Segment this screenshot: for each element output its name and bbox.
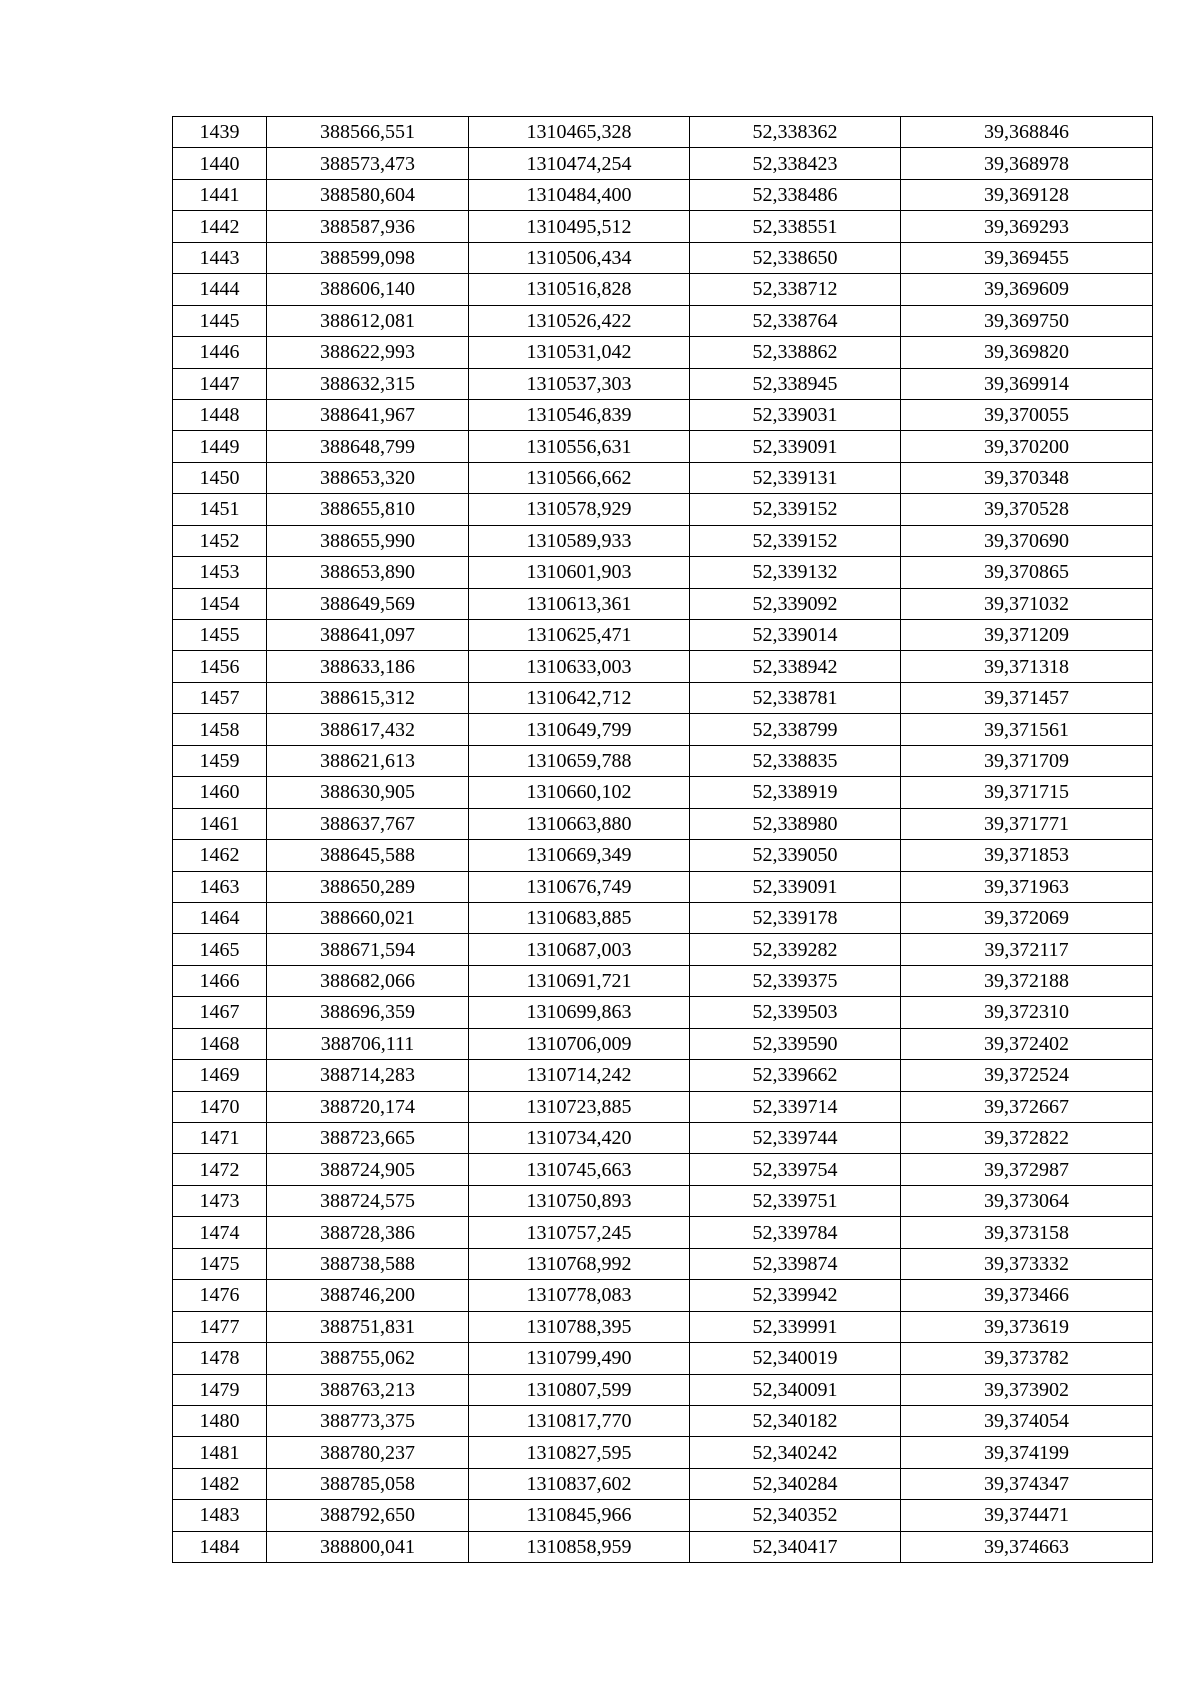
longitude-cell: 39,370528 [901, 494, 1153, 525]
y-coordinate-cell: 1310516,828 [469, 274, 690, 305]
longitude-cell: 39,371709 [901, 745, 1153, 776]
y-coordinate-cell: 1310484,400 [469, 179, 690, 210]
table-row [173, 871, 1153, 902]
point-number-cell: 1484 [173, 1531, 267, 1562]
coordinates-table [172, 116, 1153, 1563]
x-coordinate-cell: 388612,081 [267, 305, 469, 336]
y-coordinate-cell: 1310537,303 [469, 368, 690, 399]
point-number-cell: 1468 [173, 1028, 267, 1059]
point-number-cell: 1475 [173, 1248, 267, 1279]
table-row [173, 337, 1153, 368]
table-row [173, 462, 1153, 493]
x-coordinate-cell: 388641,097 [267, 620, 469, 651]
x-coordinate-cell: 388724,905 [267, 1154, 469, 1185]
longitude-cell: 39,374347 [901, 1468, 1153, 1499]
x-coordinate-cell: 388720,174 [267, 1091, 469, 1122]
longitude-cell: 39,373158 [901, 1217, 1153, 1248]
point-number-cell: 1456 [173, 651, 267, 682]
longitude-cell: 39,373902 [901, 1374, 1153, 1405]
point-number-cell: 1444 [173, 274, 267, 305]
point-number-cell: 1473 [173, 1185, 267, 1216]
latitude-cell: 52,338781 [690, 682, 901, 713]
table-row [173, 965, 1153, 996]
latitude-cell: 52,339874 [690, 1248, 901, 1279]
point-number-cell: 1477 [173, 1311, 267, 1342]
table-row [173, 1437, 1153, 1468]
latitude-cell: 52,340091 [690, 1374, 901, 1405]
longitude-cell: 39,371715 [901, 777, 1153, 808]
latitude-cell: 52,339503 [690, 997, 901, 1028]
table-row [173, 714, 1153, 745]
x-coordinate-cell: 388617,432 [267, 714, 469, 745]
x-coordinate-cell: 388714,283 [267, 1060, 469, 1091]
longitude-cell: 39,370055 [901, 399, 1153, 430]
point-number-cell: 1442 [173, 211, 267, 242]
y-coordinate-cell: 1310723,885 [469, 1091, 690, 1122]
y-coordinate-cell: 1310683,885 [469, 902, 690, 933]
x-coordinate-cell: 388724,575 [267, 1185, 469, 1216]
y-coordinate-cell: 1310757,245 [469, 1217, 690, 1248]
y-coordinate-cell: 1310633,003 [469, 651, 690, 682]
y-coordinate-cell: 1310714,242 [469, 1060, 690, 1091]
y-coordinate-cell: 1310556,631 [469, 431, 690, 462]
table-row [173, 651, 1153, 682]
point-number-cell: 1440 [173, 148, 267, 179]
x-coordinate-cell: 388696,359 [267, 997, 469, 1028]
latitude-cell: 52,338835 [690, 745, 901, 776]
y-coordinate-cell: 1310526,422 [469, 305, 690, 336]
y-coordinate-cell: 1310817,770 [469, 1405, 690, 1436]
x-coordinate-cell: 388706,111 [267, 1028, 469, 1059]
latitude-cell: 52,339991 [690, 1311, 901, 1342]
x-coordinate-cell: 388580,604 [267, 179, 469, 210]
latitude-cell: 52,339662 [690, 1060, 901, 1091]
table-row [173, 1531, 1153, 1562]
point-number-cell: 1446 [173, 337, 267, 368]
x-coordinate-cell: 388573,473 [267, 148, 469, 179]
point-number-cell: 1467 [173, 997, 267, 1028]
point-number-cell: 1453 [173, 557, 267, 588]
latitude-cell: 52,339590 [690, 1028, 901, 1059]
point-number-cell: 1470 [173, 1091, 267, 1122]
point-number-cell: 1481 [173, 1437, 267, 1468]
point-number-cell: 1448 [173, 399, 267, 430]
longitude-cell: 39,369293 [901, 211, 1153, 242]
point-number-cell: 1469 [173, 1060, 267, 1091]
x-coordinate-cell: 388660,021 [267, 902, 469, 933]
latitude-cell: 52,338551 [690, 211, 901, 242]
longitude-cell: 39,369455 [901, 242, 1153, 273]
table-row [173, 211, 1153, 242]
x-coordinate-cell: 388566,551 [267, 117, 469, 148]
x-coordinate-cell: 388641,967 [267, 399, 469, 430]
table-row [173, 1091, 1153, 1122]
latitude-cell: 52,339178 [690, 902, 901, 933]
point-number-cell: 1454 [173, 588, 267, 619]
table-row [173, 745, 1153, 776]
latitude-cell: 52,339132 [690, 557, 901, 588]
longitude-cell: 39,374199 [901, 1437, 1153, 1468]
latitude-cell: 52,338712 [690, 274, 901, 305]
y-coordinate-cell: 1310474,254 [469, 148, 690, 179]
x-coordinate-cell: 388653,890 [267, 557, 469, 588]
x-coordinate-cell: 388649,569 [267, 588, 469, 619]
y-coordinate-cell: 1310566,662 [469, 462, 690, 493]
longitude-cell: 39,372310 [901, 997, 1153, 1028]
y-coordinate-cell: 1310858,959 [469, 1531, 690, 1562]
point-number-cell: 1441 [173, 179, 267, 210]
y-coordinate-cell: 1310669,349 [469, 840, 690, 871]
table-row [173, 934, 1153, 965]
point-number-cell: 1450 [173, 462, 267, 493]
table-row [173, 1154, 1153, 1185]
point-number-cell: 1471 [173, 1123, 267, 1154]
table-row [173, 179, 1153, 210]
point-number-cell: 1460 [173, 777, 267, 808]
latitude-cell: 52,339152 [690, 525, 901, 556]
y-coordinate-cell: 1310687,003 [469, 934, 690, 965]
point-number-cell: 1476 [173, 1280, 267, 1311]
latitude-cell: 52,339091 [690, 431, 901, 462]
x-coordinate-cell: 388773,375 [267, 1405, 469, 1436]
x-coordinate-cell: 388655,990 [267, 525, 469, 556]
latitude-cell: 52,339152 [690, 494, 901, 525]
table-row [173, 525, 1153, 556]
table-row [173, 1185, 1153, 1216]
x-coordinate-cell: 388655,810 [267, 494, 469, 525]
point-number-cell: 1483 [173, 1500, 267, 1531]
latitude-cell: 52,338799 [690, 714, 901, 745]
latitude-cell: 52,339014 [690, 620, 901, 651]
x-coordinate-cell: 388615,312 [267, 682, 469, 713]
point-number-cell: 1445 [173, 305, 267, 336]
point-number-cell: 1462 [173, 840, 267, 871]
table-row [173, 777, 1153, 808]
x-coordinate-cell: 388780,237 [267, 1437, 469, 1468]
y-coordinate-cell: 1310531,042 [469, 337, 690, 368]
y-coordinate-cell: 1310495,512 [469, 211, 690, 242]
longitude-cell: 39,373064 [901, 1185, 1153, 1216]
table-row [173, 682, 1153, 713]
x-coordinate-cell: 388587,936 [267, 211, 469, 242]
table-row [173, 808, 1153, 839]
table-row [173, 620, 1153, 651]
latitude-cell: 52,339375 [690, 965, 901, 996]
y-coordinate-cell: 1310601,903 [469, 557, 690, 588]
y-coordinate-cell: 1310778,083 [469, 1280, 690, 1311]
y-coordinate-cell: 1310659,788 [469, 745, 690, 776]
longitude-cell: 39,369820 [901, 337, 1153, 368]
y-coordinate-cell: 1310827,595 [469, 1437, 690, 1468]
longitude-cell: 39,371209 [901, 620, 1153, 651]
latitude-cell: 52,339282 [690, 934, 901, 965]
table-row [173, 1500, 1153, 1531]
y-coordinate-cell: 1310745,663 [469, 1154, 690, 1185]
longitude-cell: 39,368846 [901, 117, 1153, 148]
latitude-cell: 52,339031 [690, 399, 901, 430]
latitude-cell: 52,338945 [690, 368, 901, 399]
table-row [173, 368, 1153, 399]
latitude-cell: 52,338764 [690, 305, 901, 336]
longitude-cell: 39,369750 [901, 305, 1153, 336]
point-number-cell: 1458 [173, 714, 267, 745]
x-coordinate-cell: 388751,831 [267, 1311, 469, 1342]
point-number-cell: 1449 [173, 431, 267, 462]
longitude-cell: 39,371032 [901, 588, 1153, 619]
longitude-cell: 39,372188 [901, 965, 1153, 996]
latitude-cell: 52,339942 [690, 1280, 901, 1311]
point-number-cell: 1472 [173, 1154, 267, 1185]
latitude-cell: 52,339091 [690, 871, 901, 902]
table-row [173, 902, 1153, 933]
y-coordinate-cell: 1310613,361 [469, 588, 690, 619]
table-row [173, 1123, 1153, 1154]
y-coordinate-cell: 1310788,395 [469, 1311, 690, 1342]
y-coordinate-cell: 1310642,712 [469, 682, 690, 713]
x-coordinate-cell: 388738,588 [267, 1248, 469, 1279]
y-coordinate-cell: 1310506,434 [469, 242, 690, 273]
table-row [173, 1343, 1153, 1374]
longitude-cell: 39,368978 [901, 148, 1153, 179]
x-coordinate-cell: 388746,200 [267, 1280, 469, 1311]
point-number-cell: 1447 [173, 368, 267, 399]
x-coordinate-cell: 388800,041 [267, 1531, 469, 1562]
x-coordinate-cell: 388682,066 [267, 965, 469, 996]
longitude-cell: 39,371457 [901, 682, 1153, 713]
x-coordinate-cell: 388622,993 [267, 337, 469, 368]
point-number-cell: 1452 [173, 525, 267, 556]
latitude-cell: 52,340182 [690, 1405, 901, 1436]
x-coordinate-cell: 388723,665 [267, 1123, 469, 1154]
point-number-cell: 1465 [173, 934, 267, 965]
table-row [173, 242, 1153, 273]
longitude-cell: 39,372069 [901, 902, 1153, 933]
longitude-cell: 39,371963 [901, 871, 1153, 902]
longitude-cell: 39,374471 [901, 1500, 1153, 1531]
longitude-cell: 39,373466 [901, 1280, 1153, 1311]
latitude-cell: 52,340417 [690, 1531, 901, 1562]
x-coordinate-cell: 388653,320 [267, 462, 469, 493]
latitude-cell: 52,338362 [690, 117, 901, 148]
point-number-cell: 1480 [173, 1405, 267, 1436]
y-coordinate-cell: 1310750,893 [469, 1185, 690, 1216]
latitude-cell: 52,339092 [690, 588, 901, 619]
y-coordinate-cell: 1310663,880 [469, 808, 690, 839]
table-row [173, 1468, 1153, 1499]
table-row [173, 1280, 1153, 1311]
longitude-cell: 39,370690 [901, 525, 1153, 556]
point-number-cell: 1459 [173, 745, 267, 776]
y-coordinate-cell: 1310807,599 [469, 1374, 690, 1405]
table-row [173, 1028, 1153, 1059]
point-number-cell: 1457 [173, 682, 267, 713]
latitude-cell: 52,338942 [690, 651, 901, 682]
point-number-cell: 1479 [173, 1374, 267, 1405]
longitude-cell: 39,371561 [901, 714, 1153, 745]
longitude-cell: 39,369609 [901, 274, 1153, 305]
x-coordinate-cell: 388755,062 [267, 1343, 469, 1374]
x-coordinate-cell: 388785,058 [267, 1468, 469, 1499]
latitude-cell: 52,339744 [690, 1123, 901, 1154]
longitude-cell: 39,371318 [901, 651, 1153, 682]
latitude-cell: 52,338650 [690, 242, 901, 273]
longitude-cell: 39,369914 [901, 368, 1153, 399]
table-row [173, 1405, 1153, 1436]
x-coordinate-cell: 388792,650 [267, 1500, 469, 1531]
point-number-cell: 1466 [173, 965, 267, 996]
point-number-cell: 1461 [173, 808, 267, 839]
longitude-cell: 39,369128 [901, 179, 1153, 210]
table-row [173, 431, 1153, 462]
latitude-cell: 52,340019 [690, 1343, 901, 1374]
x-coordinate-cell: 388671,594 [267, 934, 469, 965]
table-row [173, 557, 1153, 588]
y-coordinate-cell: 1310799,490 [469, 1343, 690, 1374]
x-coordinate-cell: 388763,213 [267, 1374, 469, 1405]
latitude-cell: 52,339754 [690, 1154, 901, 1185]
table-row [173, 305, 1153, 336]
x-coordinate-cell: 388728,386 [267, 1217, 469, 1248]
point-number-cell: 1451 [173, 494, 267, 525]
x-coordinate-cell: 388650,289 [267, 871, 469, 902]
y-coordinate-cell: 1310625,471 [469, 620, 690, 651]
longitude-cell: 39,370865 [901, 557, 1153, 588]
longitude-cell: 39,372987 [901, 1154, 1153, 1185]
y-coordinate-cell: 1310706,009 [469, 1028, 690, 1059]
latitude-cell: 52,338862 [690, 337, 901, 368]
table-row [173, 1060, 1153, 1091]
point-number-cell: 1464 [173, 902, 267, 933]
y-coordinate-cell: 1310768,992 [469, 1248, 690, 1279]
latitude-cell: 52,339131 [690, 462, 901, 493]
latitude-cell: 52,338423 [690, 148, 901, 179]
table-row [173, 997, 1153, 1028]
longitude-cell: 39,372117 [901, 934, 1153, 965]
latitude-cell: 52,339751 [690, 1185, 901, 1216]
x-coordinate-cell: 388621,613 [267, 745, 469, 776]
latitude-cell: 52,340242 [690, 1437, 901, 1468]
x-coordinate-cell: 388633,186 [267, 651, 469, 682]
latitude-cell: 52,338486 [690, 179, 901, 210]
y-coordinate-cell: 1310837,602 [469, 1468, 690, 1499]
x-coordinate-cell: 388645,588 [267, 840, 469, 871]
x-coordinate-cell: 388606,140 [267, 274, 469, 305]
y-coordinate-cell: 1310465,328 [469, 117, 690, 148]
table-row [173, 148, 1153, 179]
x-coordinate-cell: 388648,799 [267, 431, 469, 462]
longitude-cell: 39,371771 [901, 808, 1153, 839]
y-coordinate-cell: 1310660,102 [469, 777, 690, 808]
x-coordinate-cell: 388632,315 [267, 368, 469, 399]
longitude-cell: 39,372402 [901, 1028, 1153, 1059]
x-coordinate-cell: 388637,767 [267, 808, 469, 839]
table-row [173, 274, 1153, 305]
longitude-cell: 39,373619 [901, 1311, 1153, 1342]
latitude-cell: 52,340352 [690, 1500, 901, 1531]
table-row [173, 117, 1153, 148]
latitude-cell: 52,339714 [690, 1091, 901, 1122]
longitude-cell: 39,371853 [901, 840, 1153, 871]
longitude-cell: 39,372822 [901, 1123, 1153, 1154]
latitude-cell: 52,339050 [690, 840, 901, 871]
coordinates-table-body [173, 117, 1153, 1563]
longitude-cell: 39,370200 [901, 431, 1153, 462]
table-row [173, 840, 1153, 871]
y-coordinate-cell: 1310699,863 [469, 997, 690, 1028]
point-number-cell: 1482 [173, 1468, 267, 1499]
point-number-cell: 1443 [173, 242, 267, 273]
point-number-cell: 1474 [173, 1217, 267, 1248]
latitude-cell: 52,338919 [690, 777, 901, 808]
longitude-cell: 39,374663 [901, 1531, 1153, 1562]
y-coordinate-cell: 1310546,839 [469, 399, 690, 430]
longitude-cell: 39,374054 [901, 1405, 1153, 1436]
table-row [173, 494, 1153, 525]
longitude-cell: 39,370348 [901, 462, 1153, 493]
table-row [173, 1374, 1153, 1405]
point-number-cell: 1478 [173, 1343, 267, 1374]
x-coordinate-cell: 388630,905 [267, 777, 469, 808]
table-row [173, 1311, 1153, 1342]
y-coordinate-cell: 1310734,420 [469, 1123, 690, 1154]
latitude-cell: 52,339784 [690, 1217, 901, 1248]
y-coordinate-cell: 1310676,749 [469, 871, 690, 902]
longitude-cell: 39,373332 [901, 1248, 1153, 1279]
point-number-cell: 1439 [173, 117, 267, 148]
table-row [173, 1248, 1153, 1279]
point-number-cell: 1463 [173, 871, 267, 902]
table-row [173, 399, 1153, 430]
longitude-cell: 39,372667 [901, 1091, 1153, 1122]
table-row [173, 1217, 1153, 1248]
x-coordinate-cell: 388599,098 [267, 242, 469, 273]
y-coordinate-cell: 1310578,929 [469, 494, 690, 525]
longitude-cell: 39,372524 [901, 1060, 1153, 1091]
point-number-cell: 1455 [173, 620, 267, 651]
y-coordinate-cell: 1310845,966 [469, 1500, 690, 1531]
table-row [173, 588, 1153, 619]
y-coordinate-cell: 1310691,721 [469, 965, 690, 996]
latitude-cell: 52,338980 [690, 808, 901, 839]
y-coordinate-cell: 1310649,799 [469, 714, 690, 745]
y-coordinate-cell: 1310589,933 [469, 525, 690, 556]
latitude-cell: 52,340284 [690, 1468, 901, 1499]
longitude-cell: 39,373782 [901, 1343, 1153, 1374]
